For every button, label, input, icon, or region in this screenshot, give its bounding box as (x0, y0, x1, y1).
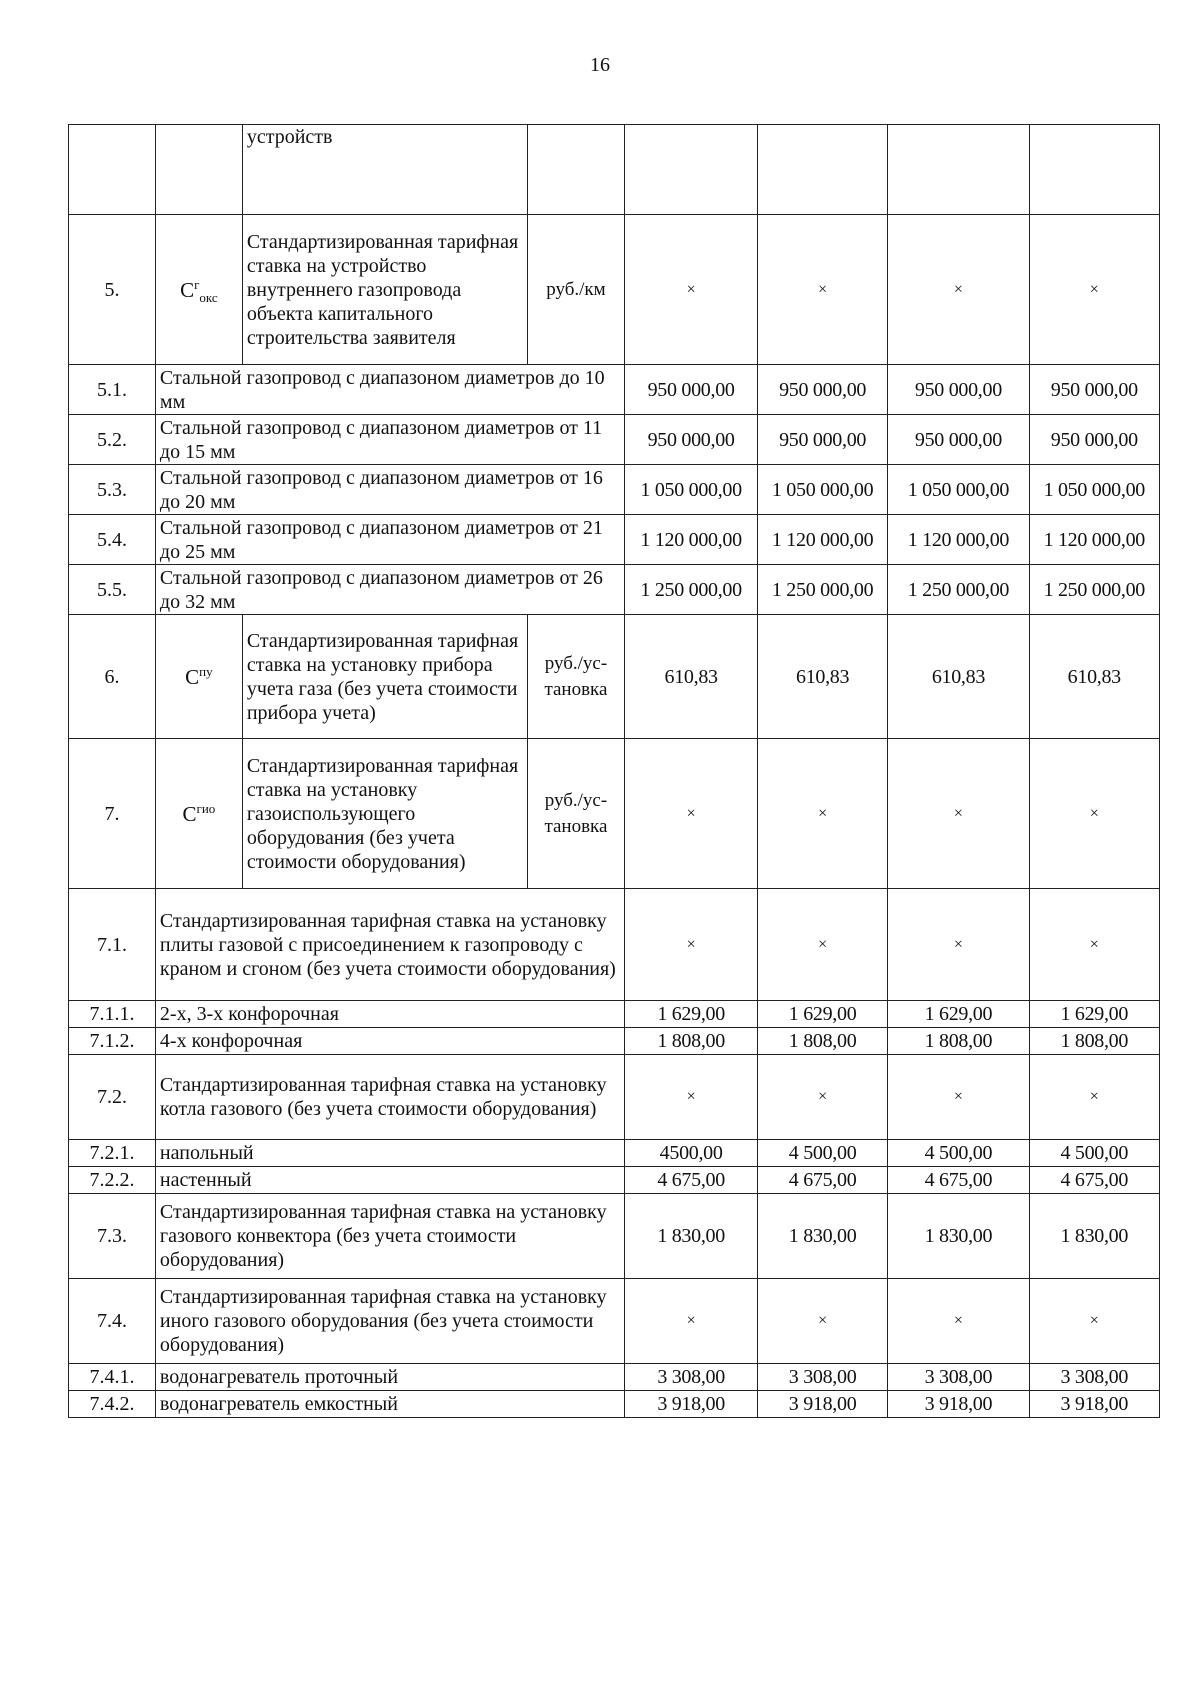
value-cell: 1 050 000,00 (625, 465, 758, 515)
cross-mark: × (625, 889, 758, 1001)
row-number: 5.1. (69, 365, 156, 415)
table-row-7-1-2 (69, 1028, 1160, 1055)
value-cell: 1 830,00 (888, 1194, 1029, 1279)
row-number: 5. (69, 215, 156, 365)
value-cell: 610,83 (757, 615, 887, 739)
row-unit: руб./ус-тановка (527, 615, 625, 739)
table-row-5-4 (69, 515, 1160, 565)
row-number: 7. (69, 739, 156, 889)
row-label: Стальной газопровод с диапазоном диаметров от 16 до 20 мм (155, 465, 624, 515)
value-cell: 3 308,00 (757, 1364, 887, 1391)
cross-mark: × (1029, 1279, 1159, 1364)
table-row-5-3 (69, 465, 1160, 515)
value-cell: 950 000,00 (757, 415, 887, 465)
cross-mark: × (888, 739, 1029, 889)
row-number: 5.2. (69, 415, 156, 465)
value-cell: 1 629,00 (888, 1001, 1029, 1028)
value-cell (1029, 125, 1159, 215)
cross-mark: × (1029, 1055, 1159, 1140)
row-label: настенный (155, 1167, 624, 1194)
table-row-7-3 (69, 1194, 1160, 1279)
row-number: 7.1. (69, 889, 156, 1001)
value-cell: 4 675,00 (888, 1167, 1029, 1194)
row-label: Стандартизированная тарифная ставка на установку газоиспользующего оборудования (без учета стоимости оборудования) (242, 739, 527, 889)
tariff-table (68, 124, 1160, 1418)
value-cell: 3 918,00 (888, 1391, 1029, 1418)
value-cell: 1 808,00 (757, 1028, 887, 1055)
row-label: Стандартизированная тарифная ставка на установку плиты газовой с присоединением к газопроводу с краном и сгоном (без учета стоимости оборудования) (155, 889, 624, 1001)
page-number: 16 (590, 54, 610, 76)
value-cell: 3 918,00 (625, 1391, 758, 1418)
value-cell (757, 125, 887, 215)
value-cell: 950 000,00 (625, 415, 758, 465)
row-number: 7.2.2. (69, 1167, 156, 1194)
table-row-5-5 (69, 565, 1160, 615)
row-number: 7.2.1. (69, 1140, 156, 1167)
cross-mark: × (888, 1279, 1029, 1364)
symbol-superscript: пу (199, 663, 213, 679)
value-cell: 950 000,00 (888, 365, 1029, 415)
value-cell: 4 675,00 (1029, 1167, 1159, 1194)
value-cell: 950 000,00 (888, 415, 1029, 465)
row-label: Стальной газопровод с диапазоном диаметров до 10 мм (155, 365, 624, 415)
table-row-7-2-2 (69, 1167, 1160, 1194)
row-number: 6. (69, 615, 156, 739)
value-cell: 4500,00 (625, 1140, 758, 1167)
value-cell: 1 120 000,00 (625, 515, 758, 565)
row-symbol (155, 739, 242, 889)
table-row-7-1-1 (69, 1001, 1160, 1028)
row-label: Стальной газопровод с диапазоном диаметров от 26 до 32 мм (155, 565, 624, 615)
value-cell: 1 250 000,00 (888, 565, 1029, 615)
table-row-7 (69, 739, 1160, 889)
row-label: устройств (242, 125, 527, 215)
row-unit (527, 125, 625, 215)
value-cell: 1 629,00 (625, 1001, 758, 1028)
row-number (69, 125, 156, 215)
row-number: 5.4. (69, 515, 156, 565)
value-cell: 4 675,00 (757, 1167, 887, 1194)
table-row-6 (69, 615, 1160, 739)
value-cell: 950 000,00 (1029, 365, 1159, 415)
value-cell: 1 120 000,00 (757, 515, 887, 565)
value-cell: 950 000,00 (625, 365, 758, 415)
cross-mark: × (757, 739, 887, 889)
cross-mark: × (757, 215, 887, 365)
row-label: Стандартизированная тарифная ставка на установку иного газового оборудования (без учета стоимости оборудования) (155, 1279, 624, 1364)
table-row-7-4-2 (69, 1391, 1160, 1418)
table-row-7-4 (69, 1279, 1160, 1364)
value-cell: 1 250 000,00 (625, 565, 758, 615)
row-label: 2-х, 3-х конфорочная (155, 1001, 624, 1028)
value-cell: 1 250 000,00 (757, 565, 887, 615)
table-row-7-1 (69, 889, 1160, 1001)
cross-mark: × (625, 739, 758, 889)
value-cell: 950 000,00 (1029, 415, 1159, 465)
symbol-base: С (182, 801, 197, 826)
row-label: Стальной газопровод с диапазоном диаметров от 21 до 25 мм (155, 515, 624, 565)
row-number: 7.1.1. (69, 1001, 156, 1028)
cross-mark: × (888, 889, 1029, 1001)
cross-mark: × (1029, 215, 1159, 365)
value-cell: 4 500,00 (1029, 1140, 1159, 1167)
value-cell: 3 308,00 (888, 1364, 1029, 1391)
value-cell: 1 050 000,00 (888, 465, 1029, 515)
value-cell: 1 120 000,00 (1029, 515, 1159, 565)
row-number: 7.1.2. (69, 1028, 156, 1055)
symbol-superscript: гио (196, 800, 216, 816)
value-cell: 610,83 (888, 615, 1029, 739)
cross-mark: × (625, 1055, 758, 1140)
value-cell: 3 308,00 (625, 1364, 758, 1391)
table-row-continuation (69, 125, 1160, 215)
row-label: водонагреватель проточный (155, 1364, 624, 1391)
cross-mark: × (1029, 889, 1159, 1001)
value-cell: 1 808,00 (625, 1028, 758, 1055)
value-cell: 3 918,00 (1029, 1391, 1159, 1418)
row-symbol (155, 215, 242, 365)
row-symbol (155, 615, 242, 739)
table-row-7-4-1 (69, 1364, 1160, 1391)
value-cell: 4 675,00 (625, 1167, 758, 1194)
value-cell: 4 500,00 (888, 1140, 1029, 1167)
row-label: Стандартизированная тарифная ставка на устройство внутреннего газопровода объекта капитального строительства заявителя (242, 215, 527, 365)
value-cell: 1 629,00 (757, 1001, 887, 1028)
cross-mark: × (888, 215, 1029, 365)
value-cell: 1 050 000,00 (757, 465, 887, 515)
value-cell: 3 918,00 (757, 1391, 887, 1418)
cross-mark: × (888, 1055, 1029, 1140)
row-number: 7.4.1. (69, 1364, 156, 1391)
row-number: 7.4. (69, 1279, 156, 1364)
cross-mark: × (757, 889, 887, 1001)
value-cell: 1 830,00 (757, 1194, 887, 1279)
value-cell: 3 308,00 (1029, 1364, 1159, 1391)
value-cell: 1 808,00 (1029, 1028, 1159, 1055)
row-label: Стандартизированная тарифная ставка на установку котла газового (без учета стоимости оборудования) (155, 1055, 624, 1140)
row-label: водонагреватель емкостный (155, 1391, 624, 1418)
cross-mark: × (757, 1055, 887, 1140)
row-number: 5.5. (69, 565, 156, 615)
value-cell: 1 629,00 (1029, 1001, 1159, 1028)
row-label: Стандартизированная тарифная ставка на установку газового конвектора (без учета стоимости оборудования) (155, 1194, 624, 1279)
value-cell: 1 808,00 (888, 1028, 1029, 1055)
row-label: напольный (155, 1140, 624, 1167)
value-cell: 610,83 (1029, 615, 1159, 739)
row-label: 4-х конфорочная (155, 1028, 624, 1055)
value-cell: 950 000,00 (757, 365, 887, 415)
symbol-superscript: г (194, 276, 200, 292)
table-row-7-2 (69, 1055, 1160, 1140)
value-cell: 1 830,00 (625, 1194, 758, 1279)
row-unit: руб./км (527, 215, 625, 365)
cross-mark: × (625, 1279, 758, 1364)
value-cell (888, 125, 1029, 215)
value-cell: 4 500,00 (757, 1140, 887, 1167)
value-cell: 1 250 000,00 (1029, 565, 1159, 615)
row-symbol (155, 125, 242, 215)
value-cell: 1 050 000,00 (1029, 465, 1159, 515)
table-row-5-2 (69, 415, 1160, 465)
row-number: 5.3. (69, 465, 156, 515)
value-cell: 1 830,00 (1029, 1194, 1159, 1279)
cross-mark: × (757, 1279, 887, 1364)
cross-mark: × (625, 215, 758, 365)
row-label: Стандартизированная тарифная ставка на установку прибора учета газа (без учета стоимости прибора учета) (242, 615, 527, 739)
row-number: 7.3. (69, 1194, 156, 1279)
row-number: 7.2. (69, 1055, 156, 1140)
symbol-subscript: окс (199, 289, 218, 305)
value-cell: 610,83 (625, 615, 758, 739)
row-unit: руб./ус-тановка (527, 739, 625, 889)
value-cell: 1 120 000,00 (888, 515, 1029, 565)
table-row-5-1 (69, 365, 1160, 415)
row-label: Стальной газопровод с диапазоном диаметров от 11 до 15 мм (155, 415, 624, 465)
row-number: 7.4.2. (69, 1391, 156, 1418)
symbol-base: С (180, 277, 195, 302)
table-row-7-2-1 (69, 1140, 1160, 1167)
value-cell (625, 125, 758, 215)
cross-mark: × (1029, 739, 1159, 889)
table-row-5 (69, 215, 1160, 365)
symbol-base: С (185, 664, 200, 689)
